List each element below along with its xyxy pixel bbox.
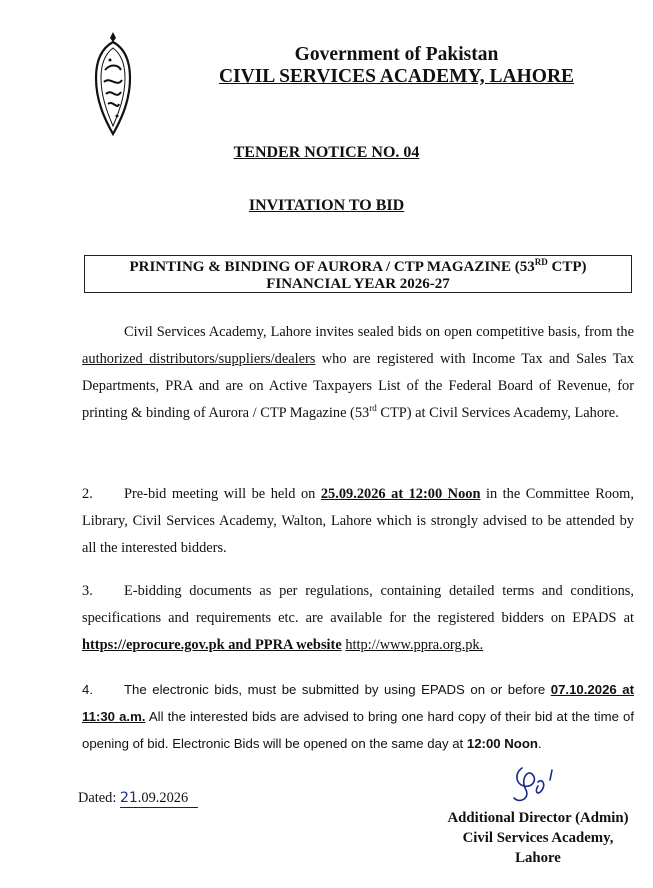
signatory-title: Additional Director (Admin) [447, 810, 629, 826]
handwritten-signature [508, 760, 568, 812]
signatory-city: Lahore [515, 850, 561, 866]
paragraph-2: 2. Pre-bid meeting will be held on 25.09.2026 at 12:00 Noon in the Committee Room, Library, Civil Services Academy, Walton, Lahore which is strongly advised to be attended by all the interested bidders. [82, 486, 634, 556]
header-academy: CIVIL SERVICES ACADEMY, LAHORE [218, 66, 575, 87]
signatory-office: Civil Services Academy, [462, 830, 614, 846]
paragraph-1: Civil Services Academy, Lahore invites sealed bids on open competitive basis, from the authorized distributors/suppliers/dealers who are registered with Income Tax and Sales Tax Departments, PRA and are on Active Taxpayers List of the Federal Board of Revenue, for printing & binding of Aurora / CTP Magazine (53rd CTP) at Civil Services Academy, Lahore. [82, 324, 634, 421]
tender-notice-number: TENDER NOTICE NO. 04 [233, 144, 420, 161]
date-value: 21.09.2026 [120, 790, 198, 808]
subject-line1: PRINTING & BINDING OF AURORA / CTP MAGAZINE (53RD CTP) [129, 257, 587, 275]
subject-box [84, 255, 632, 293]
paragraph-3: 3. E-bidding documents as per regulations, containing detailed terms and conditions, specifications and requirements etc. are available for the registered bidders on EPADS at https://eprocure.gov.pk and PPRA website http://www.ppra.org.pk. [82, 583, 634, 653]
academy-emblem-logo [90, 30, 136, 138]
subject-line2: FINANCIAL YEAR 2026-27 [266, 276, 450, 292]
invitation-heading: INVITATION TO BID [248, 197, 405, 214]
dated-line: Dated: 21.09.2026 [78, 790, 198, 808]
header-government: Government of Pakistan [294, 44, 499, 65]
signatory-block [443, 808, 633, 868]
paragraph-4: 4. The electronic bids, must be submitted by using EPADS on or before 07.10.2026 at 11:30 a.m. All the interested bids are advised to bring one hard copy of their bid at the time of opening of bid. Electronic Bids will be opened on the same day at 12:00 Noon. [82, 682, 634, 751]
